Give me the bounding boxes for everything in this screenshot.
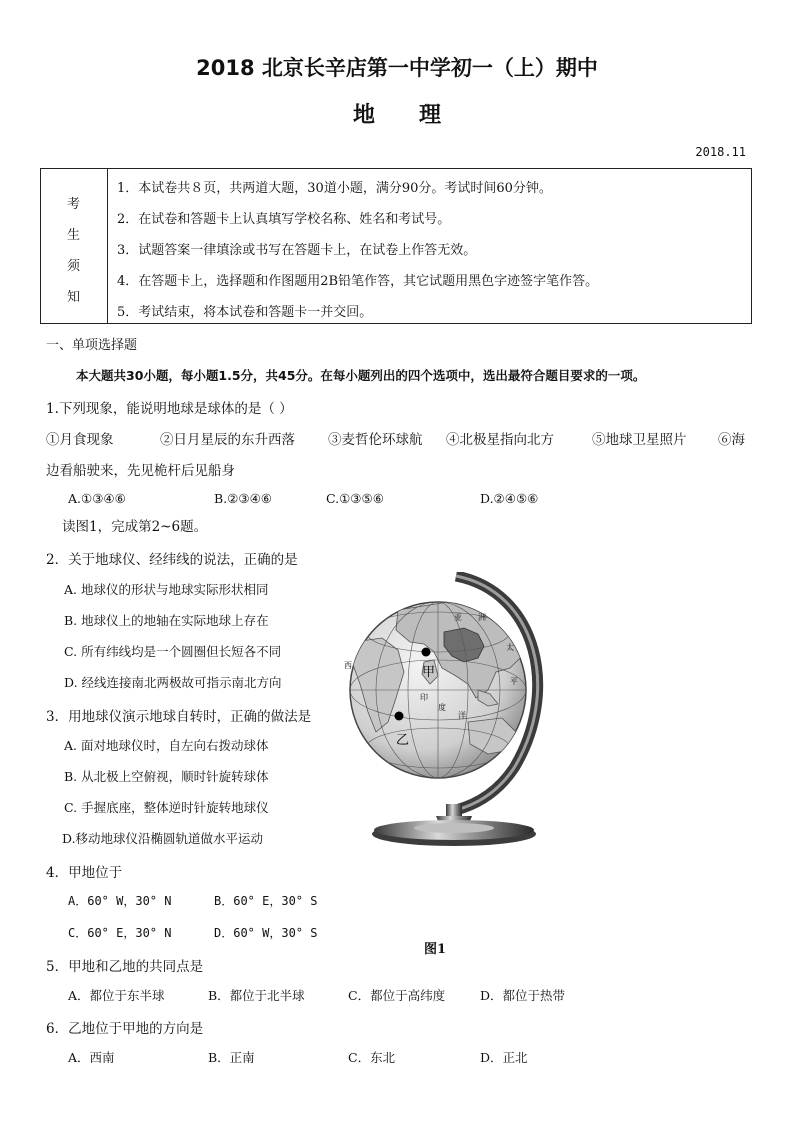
map-label-du: 度 — [438, 703, 446, 712]
question-1-option-b[interactable]: B.②③④⑥ — [214, 491, 272, 506]
map-label-zhou: 洲 — [478, 613, 486, 622]
notice-heading — [41, 169, 108, 323]
figure-caption: 图1 — [424, 942, 447, 957]
exam-date: 2018.11 — [695, 145, 746, 159]
notice-rule: 3．试题答案一律填涂或书写在答题卡上，在试卷上作答无效。 — [117, 243, 477, 258]
notice-rule: 1．本试卷共８页，共两道大题，30道小题，满分90分。考试时间60分钟。 — [117, 181, 552, 196]
question-1-item: ⑥海 — [718, 432, 745, 448]
question-1-item: ②日月星辰的东升西落 — [160, 432, 295, 448]
notice-heading-char: 须 — [67, 259, 81, 274]
question-3-option-a[interactable]: A. 面对地球仪时，自左向右拨动球体 — [64, 738, 269, 753]
question-1-item: ④北极星指向北方 — [446, 432, 554, 448]
question-3-stem: 3．用地球仪演示地球自转时，正确的做法是 — [46, 709, 312, 725]
question-1-item: ⑤地球卫星照片 — [592, 432, 687, 448]
question-6-option-b[interactable]: B．正南 — [208, 1050, 255, 1065]
question-1-stem-cont: 边看船驶来，先见桅杆后见船身 — [46, 463, 235, 479]
point-jia-marker — [422, 648, 431, 657]
map-label-ya: 亚 — [454, 613, 462, 622]
section-heading: 一、单项选择题 — [46, 338, 138, 353]
map-label-yang: 洋 — [458, 711, 466, 720]
question-4-option-a[interactable]: A．60° W，30° N — [68, 894, 172, 908]
question-1-option-c[interactable]: C.①③⑤⑥ — [326, 491, 384, 506]
question-4-option-c[interactable]: C．60° E，30° N — [68, 926, 172, 940]
question-5-option-a[interactable]: A．都位于东半球 — [68, 988, 165, 1003]
question-6-option-d[interactable]: D．正北 — [480, 1050, 528, 1065]
map-label-ping: 平 — [510, 677, 518, 686]
map-label-xi: 西 — [344, 661, 352, 670]
notice-heading-char: 考 — [67, 197, 81, 212]
question-2-option-a[interactable]: A. 地球仪的形状与地球实际形状相同 — [64, 582, 269, 597]
question-2-stem: 2．关于地球仪、经纬线的说法，正确的是 — [46, 552, 298, 568]
question-4-option-b[interactable]: B．60° E，30° S — [214, 894, 318, 908]
question-3-option-b[interactable]: B. 从北极上空俯视，顺时针旋转球体 — [64, 769, 269, 784]
map-label-yin: 印 — [420, 693, 428, 702]
notice-rule: 2．在试卷和答题卡上认真填写学校名称、姓名和考试号。 — [117, 212, 451, 227]
question-5-option-d[interactable]: D．都位于热带 — [480, 988, 566, 1003]
globe-neck — [446, 804, 462, 816]
question-2-option-c[interactable]: C. 所有纬线均是一个圆圈但长短各不同 — [64, 644, 282, 659]
question-2-option-d[interactable]: D. 经线连接南北两极故可指示南北方向 — [64, 675, 282, 690]
question-3-option-c[interactable]: C. 手握底座，整体逆时针旋转地球仪 — [64, 800, 269, 815]
question-6-option-c[interactable]: C．东北 — [348, 1050, 396, 1065]
map-label-tai: 太 — [506, 643, 514, 652]
point-yi-label: 乙 — [396, 733, 410, 748]
question-1-option-d[interactable]: D.②④⑤⑥ — [480, 491, 539, 506]
page-title: 2018 北京长辛店第一中学初一（上）期中 — [196, 56, 598, 80]
question-1-item: ③麦哲伦环球航 — [328, 432, 423, 448]
question-4-option-d[interactable]: D．60° W，30° S — [214, 926, 318, 940]
reading-note: 读图1，完成第2~6题。 — [62, 519, 208, 535]
question-6-stem: 6．乙地位于甲地的方向是 — [46, 1021, 204, 1037]
notice-rule: 4．在答题卡上，选择题和作图题用2B铅笔作答，其它试题用黑色字迹签字笔作答。 — [117, 274, 599, 289]
section-instruction: 本大题共30小题，每小题1.5分，共45分。在每小题列出的四个选项中，选出最符合题目要求的一项。 — [76, 368, 646, 383]
point-jia-label: 甲 — [422, 665, 436, 680]
question-1-stem: 1.下列现象，能说明地球是球体的是（ ） — [46, 401, 293, 417]
question-2-option-b[interactable]: B. 地球仪上的地轴在实际地球上存在 — [64, 613, 269, 628]
notice-heading-char: 生 — [67, 228, 81, 243]
exam-notice-box — [40, 168, 752, 324]
notice-heading-char: 知 — [67, 290, 81, 305]
question-1-item: ①月食现象 — [46, 432, 114, 448]
question-5-option-b[interactable]: B．都位于北半球 — [208, 988, 305, 1003]
subject-title: 地理 — [352, 103, 485, 128]
question-1-option-a[interactable]: A.①③④⑥ — [68, 491, 126, 506]
question-3-option-d[interactable]: D.移动地球仪沿椭圆轨道做水平运动 — [62, 831, 264, 846]
question-4-stem: 4．甲地位于 — [46, 865, 123, 881]
question-6-option-a[interactable]: A．西南 — [68, 1050, 115, 1065]
globe-figure — [338, 572, 552, 852]
notice-rule: 5．考试结束，将本试卷和答题卡一并交回。 — [117, 305, 373, 320]
globe-base-highlight — [414, 823, 494, 833]
question-5-option-c[interactable]: C．都位于高纬度 — [348, 988, 446, 1003]
point-yi-marker — [395, 712, 404, 721]
question-5-stem: 5．甲地和乙地的共同点是 — [46, 959, 204, 975]
